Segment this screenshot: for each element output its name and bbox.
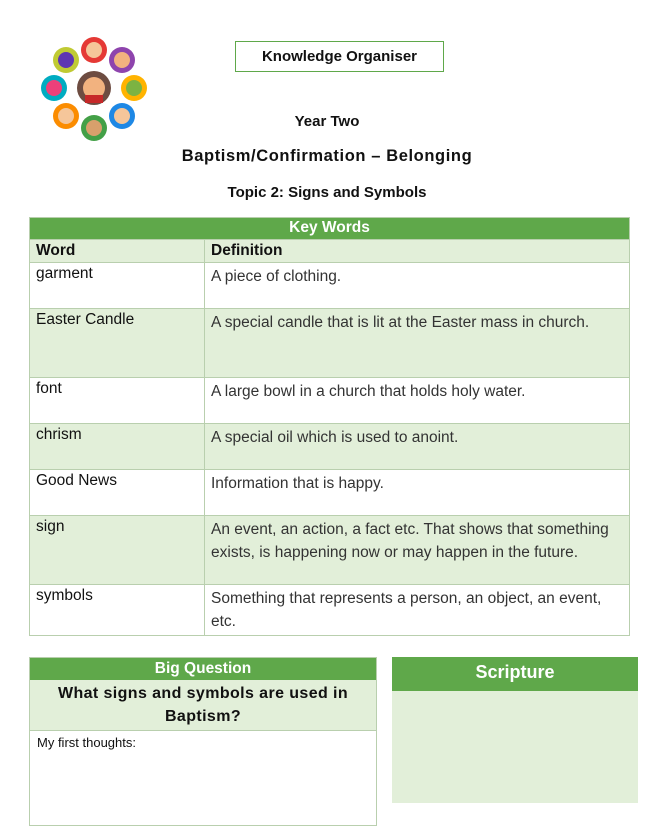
definition-cell: A special oil which is used to anoint. <box>205 424 630 470</box>
word-cell: garment <box>30 263 205 309</box>
topic-heading: Topic 2: Signs and Symbols <box>227 184 427 201</box>
definition-cell: A large bowl in a church that holds holy water. <box>205 378 630 424</box>
key-words-header-row <box>30 240 630 263</box>
scripture-box <box>392 657 638 803</box>
definition-cell: An event, an action, a fact etc. That shows that something exists, is happening now or may happen in the future. <box>205 516 630 585</box>
word-column-header: Word <box>30 240 205 263</box>
big-question-title: Big Question <box>30 658 376 680</box>
word-cell: Good News <box>30 470 205 516</box>
word-cell: sign <box>30 516 205 585</box>
table-row <box>30 424 630 470</box>
definition-cell: A piece of clothing. <box>205 263 630 309</box>
definition-cell: Information that is happy. <box>205 470 630 516</box>
definition-cell: Something that represents a person, an object, an event, etc. <box>205 585 630 636</box>
table-row <box>30 516 630 585</box>
word-cell: font <box>30 378 205 424</box>
definition-cell: A special candle that is lit at the Easter mass in church. <box>205 309 630 378</box>
knowledge-organiser-title-box <box>235 41 444 72</box>
table-row <box>30 585 630 636</box>
table-row <box>30 470 630 516</box>
big-question-box <box>29 657 377 826</box>
year-heading: Year Two <box>294 113 360 130</box>
key-words-title: Key Words <box>30 218 630 240</box>
big-question-text: What signs and symbols are used in Baptism? <box>30 680 376 731</box>
definition-column-header: Definition <box>205 240 630 263</box>
word-cell: chrism <box>30 424 205 470</box>
table-row <box>30 263 630 309</box>
knowledge-organiser-label: Knowledge Organiser <box>261 48 418 65</box>
key-words-table <box>29 217 630 636</box>
table-row <box>30 309 630 378</box>
scripture-title: Scripture <box>392 657 638 691</box>
first-thoughts-label: My first thoughts: <box>37 735 136 750</box>
word-cell: symbols <box>30 585 205 636</box>
subject-heading: Baptism/Confirmation – Belonging <box>181 147 473 165</box>
table-row <box>30 378 630 424</box>
word-cell: Easter Candle <box>30 309 205 378</box>
